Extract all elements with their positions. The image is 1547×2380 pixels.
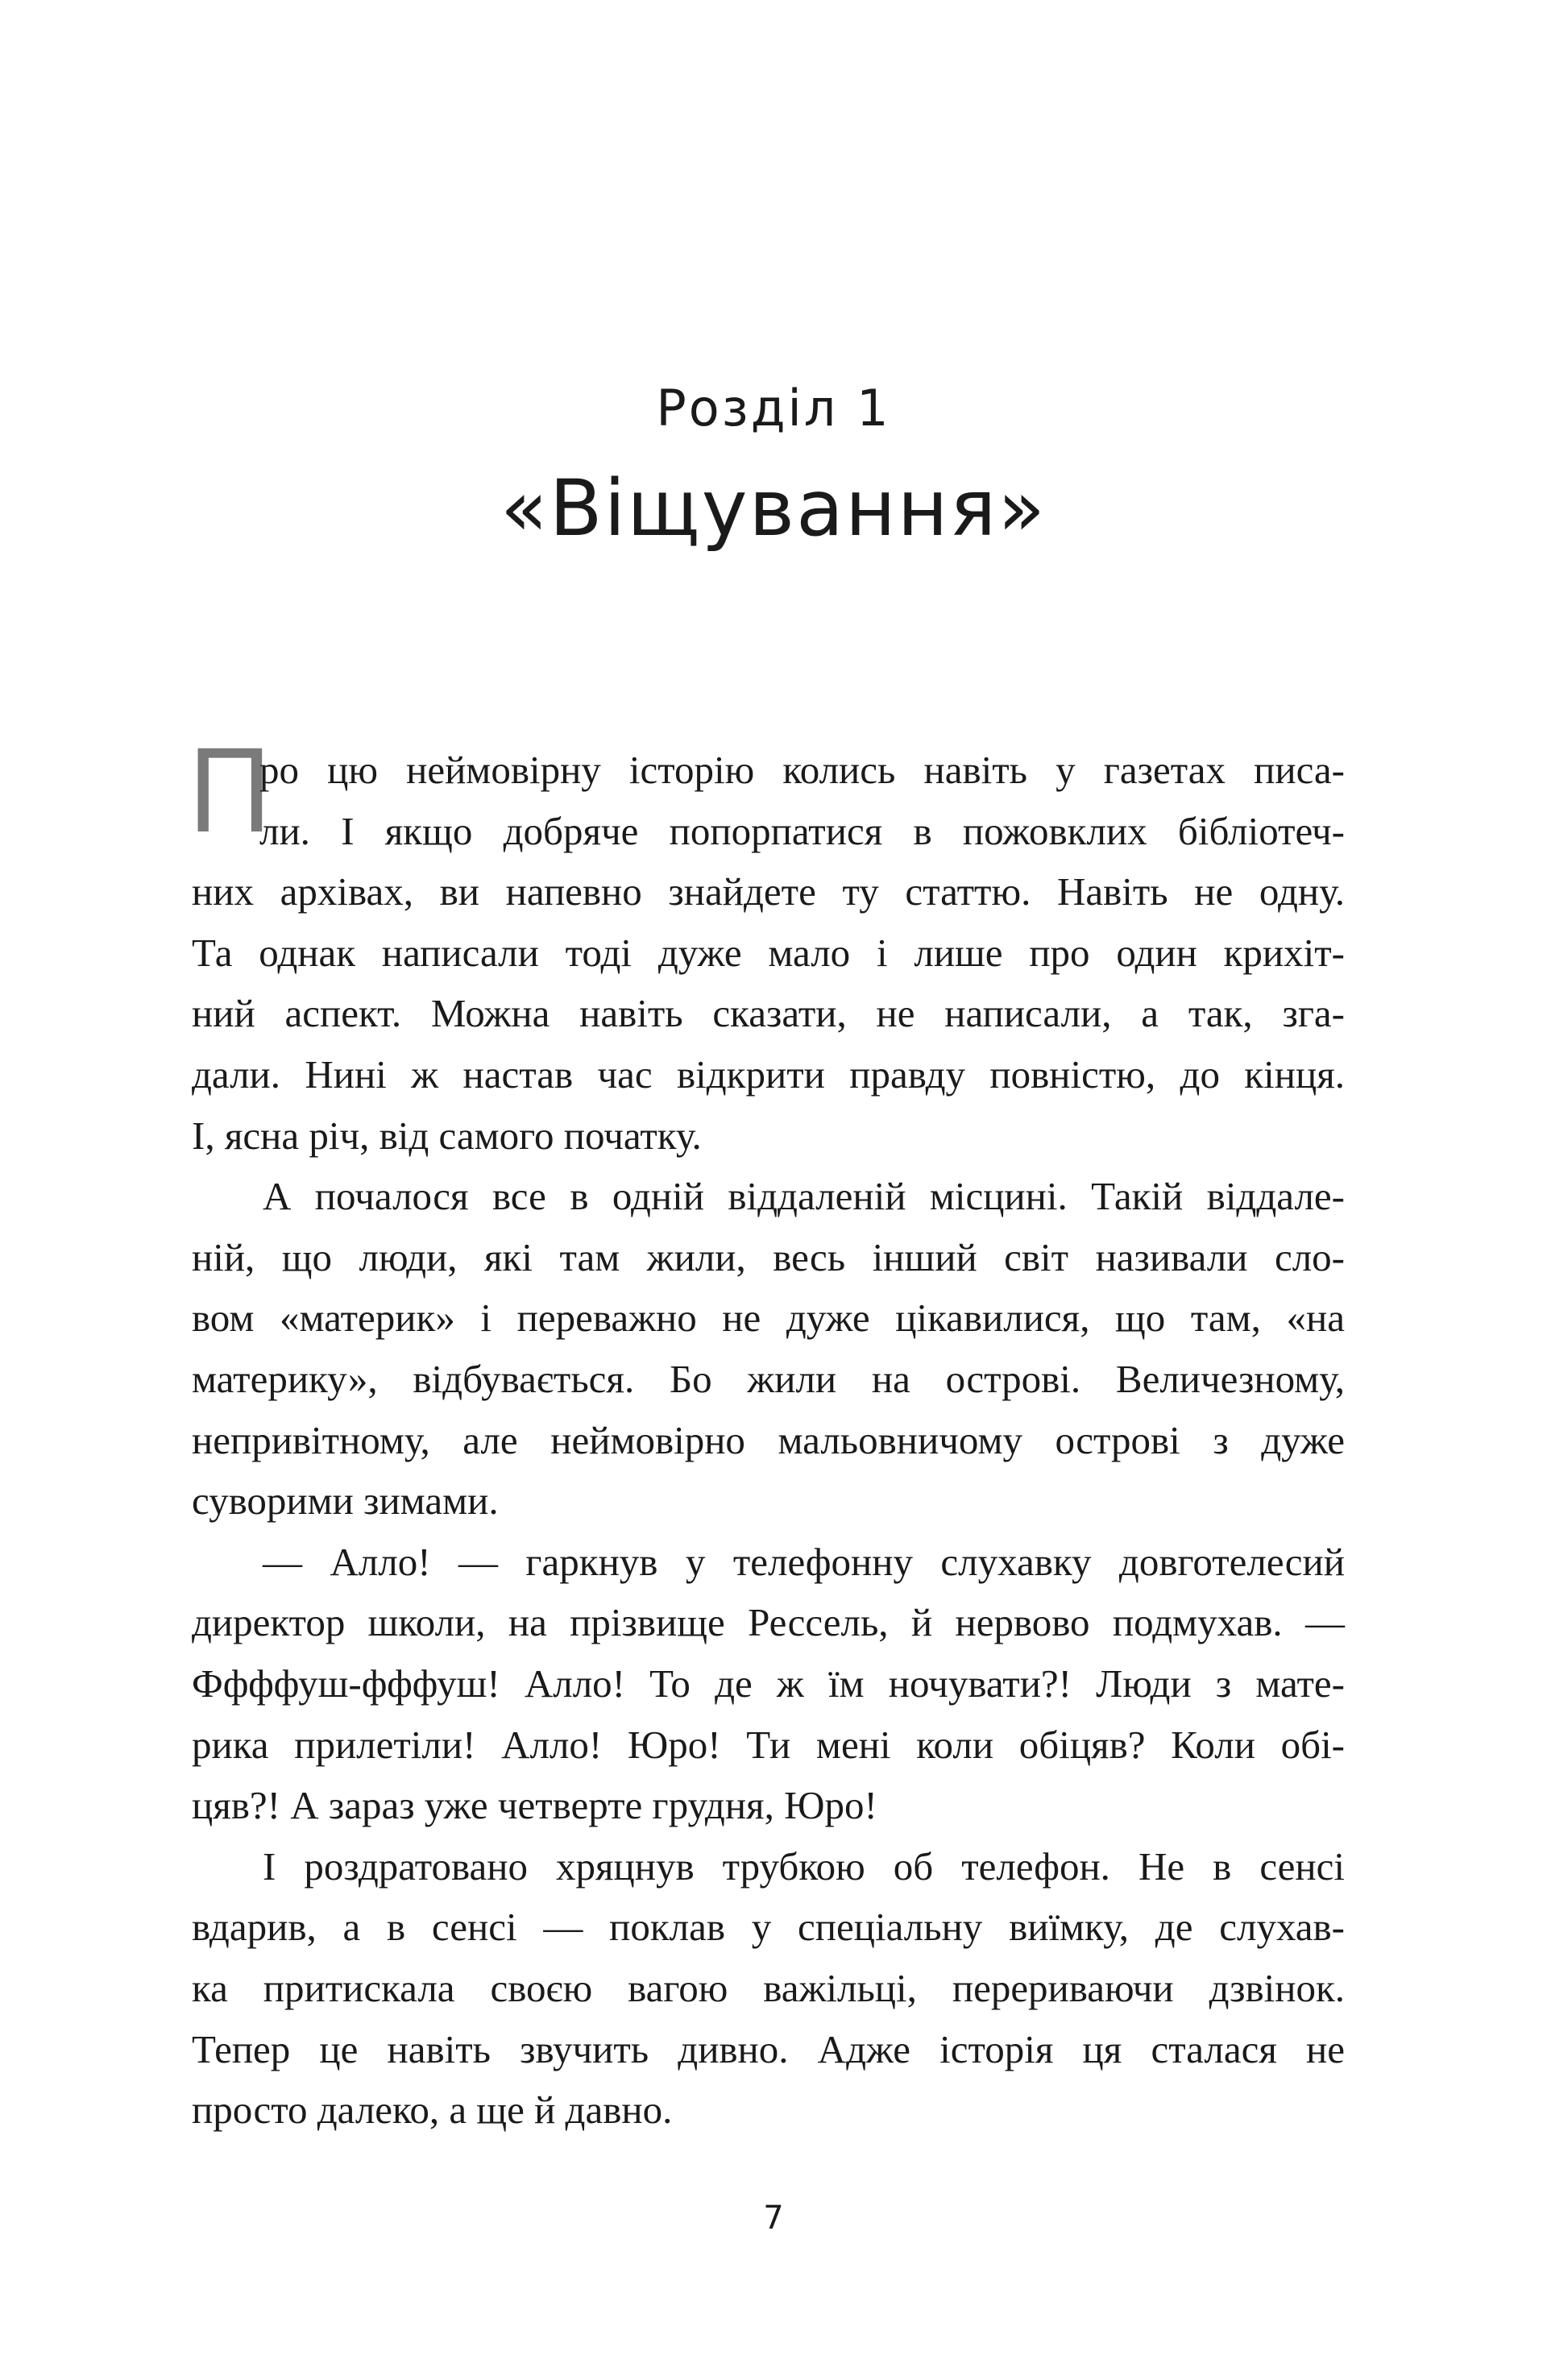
text-line: суворими зимами. [192, 1478, 499, 1524]
text-line: них архівах, ви напевно знайдете ту статтю. Навіть не одну. [192, 869, 1345, 914]
chapter-number: Розділ 1 [656, 379, 891, 437]
text-line: А почалося все в одній віддаленій місцині. Такій віддале- [263, 1174, 1345, 1219]
text-line: просто далеко, а ще й давно. [192, 2088, 673, 2133]
text-line: дали. Нині ж настав час відкрити правду повністю, до кінця. [192, 1052, 1345, 1097]
text-line: ний аспект. Можна навіть сказати, не написали, а так, зга- [192, 991, 1345, 1036]
text-line: непривітному, але неймовірно мальовничому острові з дуже [192, 1417, 1345, 1462]
drop-cap: П [189, 722, 272, 857]
text-line: ли. І якщо добряче попорпатися в пожовклих бібліотеч- [259, 808, 1345, 853]
text-line: вдарив, а в сенсі — поклав у спеціальну виїмку, де слухав- [192, 1905, 1345, 1950]
text-line: — Алло! — гаркнув у телефонну слухавку довготелесий [263, 1539, 1345, 1584]
text-line: Тепер це навіть звучить дивно. Адже історія ця сталася не [192, 2026, 1345, 2071]
page-number: 7 [763, 2200, 784, 2237]
chapter-title: «Віщування» [500, 463, 1047, 554]
text-line: директор школи, на прізвище Рессель, й нервово подмухав. — [192, 1600, 1345, 1645]
text-line: рика прилетіли! Алло! Юро! Ти мені коли обіцяв? Коли обі- [192, 1722, 1345, 1767]
text-line: Ффффуш-фффуш! Алло! То де ж їм ночувати?! Люди з мате- [192, 1661, 1345, 1706]
text-line: ній, що люди, які там жили, весь інший світ називали сло- [192, 1234, 1345, 1279]
text-line: ро цю неймовірну історію колись навіть у газетах писа- [259, 748, 1345, 792]
text-line: материку», відбувається. Бо жили на острові. Величезному, [192, 1357, 1345, 1401]
text-line: Та однак написали тоді дуже мало і лише про один крихіт- [192, 930, 1345, 975]
text-line: ка притискала своєю вагою важільці, перериваючи дзвінок. [192, 1966, 1345, 2010]
text-line: цяв?! А зараз уже четверте грудня, Юро! [192, 1783, 877, 1828]
text-line: І, ясна річ, від самого початку. [192, 1113, 702, 1158]
text-line: І роздратовано хряцнув трубкою об телефон. Не в сенсі [263, 1843, 1345, 1889]
text-line: вом «материк» і переважно не дуже цікавилися, що там, «на [192, 1296, 1345, 1341]
